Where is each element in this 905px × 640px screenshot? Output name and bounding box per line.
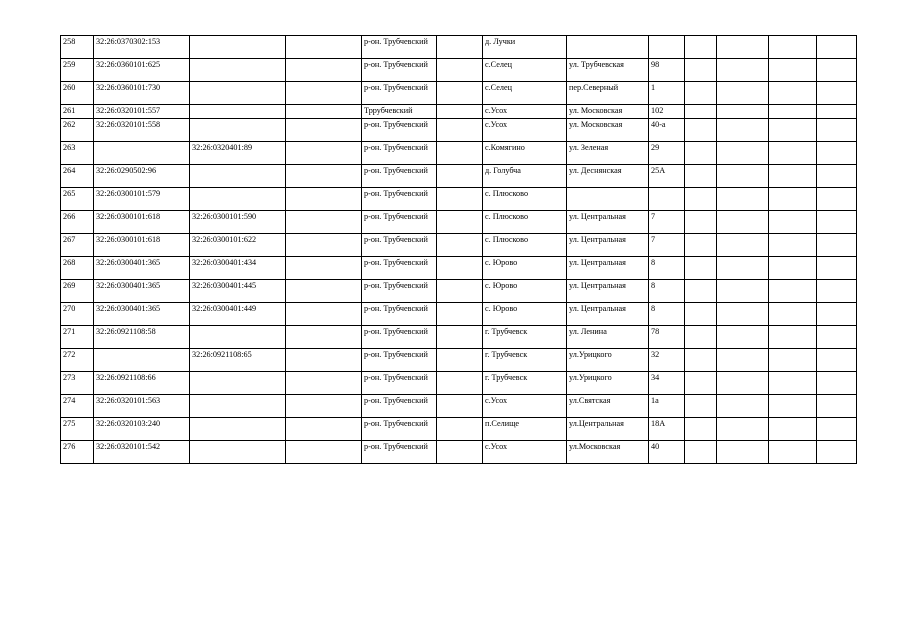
cadastral-number-cell: 32:26:0370302:153 <box>94 36 190 59</box>
empty-cell <box>437 372 483 395</box>
empty-cell <box>717 418 769 441</box>
table-row <box>61 349 857 372</box>
building-cadastral-number-cell: 32:26:0300101:622 <box>190 234 286 257</box>
street-cell: ул. Центральная <box>567 257 649 280</box>
building-cadastral-number-cell <box>190 105 286 119</box>
district-cell: Тррубчевский <box>362 105 437 119</box>
cadastral-number-cell: 32:26:0921108:66 <box>94 372 190 395</box>
building-cadastral-number-cell: 32:26:0300101:590 <box>190 211 286 234</box>
house-number-cell: 7 <box>649 211 685 234</box>
empty-cell <box>286 211 362 234</box>
row-number-cell: 269 <box>61 280 94 303</box>
house-number-cell: 40-а <box>649 119 685 142</box>
street-cell: ул.Московская <box>567 441 649 464</box>
row-number-cell: 258 <box>61 36 94 59</box>
empty-cell <box>817 119 857 142</box>
house-number-cell: 102 <box>649 105 685 119</box>
empty-cell <box>817 234 857 257</box>
empty-cell <box>437 418 483 441</box>
locality-cell: с.Усох <box>483 395 567 418</box>
cadastral-number-cell: 32:26:0300101:579 <box>94 188 190 211</box>
cadastral-number-cell: 32:26:0300101:618 <box>94 211 190 234</box>
street-cell: ул.Урицкого <box>567 349 649 372</box>
empty-cell <box>769 349 817 372</box>
empty-cell <box>437 280 483 303</box>
street-cell: ул. Центральная <box>567 303 649 326</box>
row-number-cell: 275 <box>61 418 94 441</box>
empty-cell <box>685 303 717 326</box>
empty-cell <box>769 211 817 234</box>
building-cadastral-number-cell: 32:26:0300401:445 <box>190 280 286 303</box>
house-number-cell: 8 <box>649 303 685 326</box>
building-cadastral-number-cell <box>190 188 286 211</box>
empty-cell <box>817 395 857 418</box>
locality-cell: г. Трубчевск <box>483 326 567 349</box>
street-cell: ул. Центральная <box>567 280 649 303</box>
house-number-cell: 18А <box>649 418 685 441</box>
district-cell: р-он. Трубчевский <box>362 372 437 395</box>
empty-cell <box>685 257 717 280</box>
empty-cell <box>769 105 817 119</box>
building-cadastral-number-cell <box>190 82 286 105</box>
table-row <box>61 372 857 395</box>
empty-cell <box>769 142 817 165</box>
building-cadastral-number-cell: 32:26:0300401:449 <box>190 303 286 326</box>
document-page <box>60 35 856 464</box>
locality-cell: с. Плюсково <box>483 234 567 257</box>
empty-cell <box>685 142 717 165</box>
row-number-cell: 276 <box>61 441 94 464</box>
empty-cell <box>286 36 362 59</box>
district-cell: р-он. Трубчевский <box>362 142 437 165</box>
empty-cell <box>437 441 483 464</box>
empty-cell <box>286 105 362 119</box>
empty-cell <box>717 349 769 372</box>
row-number-cell: 259 <box>61 59 94 82</box>
empty-cell <box>685 165 717 188</box>
empty-cell <box>717 119 769 142</box>
empty-cell <box>685 36 717 59</box>
building-cadastral-number-cell: 32:26:0300401:434 <box>190 257 286 280</box>
house-number-cell: 1а <box>649 395 685 418</box>
district-cell: р-он. Трубчевский <box>362 59 437 82</box>
empty-cell <box>769 36 817 59</box>
empty-cell <box>286 418 362 441</box>
locality-cell: д. Лучки <box>483 36 567 59</box>
empty-cell <box>286 59 362 82</box>
row-number-cell: 262 <box>61 119 94 142</box>
street-cell: ул. Московская <box>567 105 649 119</box>
locality-cell: г. Трубчевск <box>483 372 567 395</box>
empty-cell <box>769 326 817 349</box>
table-row <box>61 395 857 418</box>
table-row <box>61 303 857 326</box>
empty-cell <box>685 418 717 441</box>
building-cadastral-number-cell <box>190 372 286 395</box>
row-number-cell: 264 <box>61 165 94 188</box>
district-cell: р-он. Трубчевский <box>362 441 437 464</box>
cadastral-number-cell: 32:26:0300401:365 <box>94 303 190 326</box>
street-cell: пер.Северный <box>567 82 649 105</box>
empty-cell <box>437 326 483 349</box>
row-number-cell: 274 <box>61 395 94 418</box>
locality-cell: с.Комягино <box>483 142 567 165</box>
district-cell: р-он. Трубчевский <box>362 119 437 142</box>
empty-cell <box>286 326 362 349</box>
empty-cell <box>437 142 483 165</box>
empty-cell <box>286 119 362 142</box>
empty-cell <box>286 395 362 418</box>
table-row <box>61 418 857 441</box>
cadastral-number-cell: 32:26:0921108:58 <box>94 326 190 349</box>
row-number-cell: 261 <box>61 105 94 119</box>
district-cell: р-он. Трубчевский <box>362 36 437 59</box>
locality-cell: с.Усох <box>483 119 567 142</box>
cadastral-number-cell: 32:26:0320103:240 <box>94 418 190 441</box>
empty-cell <box>437 349 483 372</box>
empty-cell <box>717 372 769 395</box>
locality-cell: с. Юрово <box>483 280 567 303</box>
house-number-cell <box>649 188 685 211</box>
empty-cell <box>286 303 362 326</box>
empty-cell <box>685 280 717 303</box>
empty-cell <box>717 441 769 464</box>
empty-cell <box>817 418 857 441</box>
street-cell <box>567 36 649 59</box>
empty-cell <box>717 36 769 59</box>
table-row <box>61 142 857 165</box>
empty-cell <box>769 418 817 441</box>
district-cell: р-он. Трубчевский <box>362 326 437 349</box>
row-number-cell: 272 <box>61 349 94 372</box>
street-cell: ул. Деснянская <box>567 165 649 188</box>
table-row <box>61 441 857 464</box>
empty-cell <box>437 36 483 59</box>
table-row <box>61 36 857 59</box>
empty-cell <box>769 441 817 464</box>
empty-cell <box>769 372 817 395</box>
empty-cell <box>717 395 769 418</box>
row-number-cell: 266 <box>61 211 94 234</box>
row-number-cell: 268 <box>61 257 94 280</box>
empty-cell <box>685 119 717 142</box>
street-cell: ул.Святская <box>567 395 649 418</box>
street-cell: ул. Зеленая <box>567 142 649 165</box>
empty-cell <box>685 372 717 395</box>
table-row <box>61 165 857 188</box>
building-cadastral-number-cell <box>190 418 286 441</box>
table-row <box>61 234 857 257</box>
empty-cell <box>685 349 717 372</box>
row-number-cell: 270 <box>61 303 94 326</box>
locality-cell: с. Юрово <box>483 257 567 280</box>
empty-cell <box>685 105 717 119</box>
table-row <box>61 280 857 303</box>
cadastral-number-cell: 32:26:0320101:563 <box>94 395 190 418</box>
empty-cell <box>769 165 817 188</box>
empty-cell <box>685 326 717 349</box>
cadastral-number-cell: 32:26:0320101:558 <box>94 119 190 142</box>
locality-cell: с.Усох <box>483 105 567 119</box>
empty-cell <box>286 372 362 395</box>
empty-cell <box>817 280 857 303</box>
empty-cell <box>437 257 483 280</box>
empty-cell <box>769 303 817 326</box>
district-cell: р-он. Трубчевский <box>362 395 437 418</box>
locality-cell: с. Плюсково <box>483 211 567 234</box>
house-number-cell: 25А <box>649 165 685 188</box>
building-cadastral-number-cell <box>190 36 286 59</box>
street-cell: ул. Центральная <box>567 211 649 234</box>
empty-cell <box>817 303 857 326</box>
cadastral-number-cell: 32:26:0360101:730 <box>94 82 190 105</box>
empty-cell <box>286 349 362 372</box>
empty-cell <box>437 59 483 82</box>
empty-cell <box>286 280 362 303</box>
empty-cell <box>817 372 857 395</box>
locality-cell: с.Селец <box>483 59 567 82</box>
building-cadastral-number-cell: 32:26:0320401:89 <box>190 142 286 165</box>
district-cell: р-он. Трубчевский <box>362 234 437 257</box>
empty-cell <box>717 303 769 326</box>
street-cell: ул.Урицкого <box>567 372 649 395</box>
house-number-cell: 40 <box>649 441 685 464</box>
empty-cell <box>817 326 857 349</box>
table-row <box>61 257 857 280</box>
house-number-cell: 32 <box>649 349 685 372</box>
building-cadastral-number-cell <box>190 441 286 464</box>
house-number-cell: 34 <box>649 372 685 395</box>
empty-cell <box>286 82 362 105</box>
row-number-cell: 271 <box>61 326 94 349</box>
building-cadastral-number-cell <box>190 326 286 349</box>
locality-cell: г. Трубчевск <box>483 349 567 372</box>
empty-cell <box>717 142 769 165</box>
house-number-cell: 78 <box>649 326 685 349</box>
empty-cell <box>685 441 717 464</box>
cadastral-number-cell <box>94 142 190 165</box>
empty-cell <box>817 36 857 59</box>
empty-cell <box>817 188 857 211</box>
empty-cell <box>437 188 483 211</box>
empty-cell <box>437 211 483 234</box>
district-cell: р-он. Трубчевский <box>362 165 437 188</box>
empty-cell <box>685 59 717 82</box>
cadastral-number-cell: 32:26:0300401:365 <box>94 257 190 280</box>
district-cell: р-он. Трубчевский <box>362 211 437 234</box>
locality-cell: с.Селец <box>483 82 567 105</box>
empty-cell <box>717 211 769 234</box>
cadastral-number-cell: 32:26:0320101:542 <box>94 441 190 464</box>
empty-cell <box>437 234 483 257</box>
empty-cell <box>817 165 857 188</box>
row-number-cell: 273 <box>61 372 94 395</box>
cadastral-number-cell <box>94 349 190 372</box>
empty-cell <box>286 257 362 280</box>
empty-cell <box>286 165 362 188</box>
empty-cell <box>769 119 817 142</box>
empty-cell <box>685 395 717 418</box>
district-cell: р-он. Трубчевский <box>362 349 437 372</box>
empty-cell <box>286 234 362 257</box>
house-number-cell: 29 <box>649 142 685 165</box>
table-row <box>61 211 857 234</box>
house-number-cell: 7 <box>649 234 685 257</box>
empty-cell <box>437 105 483 119</box>
table-row <box>61 105 857 119</box>
district-cell: р-он. Трубчевский <box>362 82 437 105</box>
district-cell: р-он. Трубчевский <box>362 303 437 326</box>
street-cell: ул. Ленина <box>567 326 649 349</box>
district-cell: р-он. Трубчевский <box>362 418 437 441</box>
table-row <box>61 188 857 211</box>
empty-cell <box>717 82 769 105</box>
empty-cell <box>685 188 717 211</box>
building-cadastral-number-cell <box>190 59 286 82</box>
house-number-cell: 98 <box>649 59 685 82</box>
district-cell: р-он. Трубчевский <box>362 257 437 280</box>
empty-cell <box>817 105 857 119</box>
locality-cell: с. Юрово <box>483 303 567 326</box>
empty-cell <box>717 280 769 303</box>
empty-cell <box>769 257 817 280</box>
building-cadastral-number-cell <box>190 395 286 418</box>
cadastral-number-cell: 32:26:0290502:96 <box>94 165 190 188</box>
empty-cell <box>717 165 769 188</box>
cadastral-number-cell: 32:26:0320101:557 <box>94 105 190 119</box>
locality-cell: п.Селище <box>483 418 567 441</box>
street-cell: ул.Центральная <box>567 418 649 441</box>
locality-cell: д. Голубча <box>483 165 567 188</box>
empty-cell <box>717 257 769 280</box>
table-body <box>61 36 857 464</box>
empty-cell <box>717 234 769 257</box>
empty-cell <box>685 211 717 234</box>
empty-cell <box>437 165 483 188</box>
table-row <box>61 119 857 142</box>
empty-cell <box>437 119 483 142</box>
row-number-cell: 267 <box>61 234 94 257</box>
empty-cell <box>437 395 483 418</box>
empty-cell <box>685 234 717 257</box>
cadastral-number-cell: 32:26:0300101:618 <box>94 234 190 257</box>
empty-cell <box>817 349 857 372</box>
building-cadastral-number-cell <box>190 119 286 142</box>
empty-cell <box>817 441 857 464</box>
cadastral-number-cell: 32:26:0360101:625 <box>94 59 190 82</box>
building-cadastral-number-cell <box>190 165 286 188</box>
empty-cell <box>286 188 362 211</box>
empty-cell <box>717 105 769 119</box>
empty-cell <box>437 303 483 326</box>
street-cell: ул. Центральная <box>567 234 649 257</box>
table-row <box>61 59 857 82</box>
property-registry-table <box>60 35 857 464</box>
building-cadastral-number-cell: 32:26:0921108:65 <box>190 349 286 372</box>
empty-cell <box>817 257 857 280</box>
empty-cell <box>769 82 817 105</box>
empty-cell <box>817 82 857 105</box>
house-number-cell: 8 <box>649 257 685 280</box>
empty-cell <box>769 395 817 418</box>
empty-cell <box>717 59 769 82</box>
empty-cell <box>286 142 362 165</box>
row-number-cell: 265 <box>61 188 94 211</box>
district-cell: р-он. Трубчевский <box>362 280 437 303</box>
empty-cell <box>769 280 817 303</box>
empty-cell <box>685 82 717 105</box>
house-number-cell: 1 <box>649 82 685 105</box>
empty-cell <box>817 211 857 234</box>
street-cell: ул. Трубчевская <box>567 59 649 82</box>
empty-cell <box>717 326 769 349</box>
house-number-cell: 8 <box>649 280 685 303</box>
locality-cell: с. Плюсково <box>483 188 567 211</box>
empty-cell <box>817 142 857 165</box>
house-number-cell <box>649 36 685 59</box>
row-number-cell: 263 <box>61 142 94 165</box>
empty-cell <box>286 441 362 464</box>
street-cell: ул. Московская <box>567 119 649 142</box>
empty-cell <box>769 59 817 82</box>
row-number-cell: 260 <box>61 82 94 105</box>
empty-cell <box>769 234 817 257</box>
district-cell: р-он. Трубчевский <box>362 188 437 211</box>
empty-cell <box>437 82 483 105</box>
empty-cell <box>717 188 769 211</box>
table-row <box>61 82 857 105</box>
locality-cell: с.Усох <box>483 441 567 464</box>
cadastral-number-cell: 32:26:0300401:365 <box>94 280 190 303</box>
empty-cell <box>769 188 817 211</box>
table-row <box>61 326 857 349</box>
street-cell <box>567 188 649 211</box>
empty-cell <box>817 59 857 82</box>
